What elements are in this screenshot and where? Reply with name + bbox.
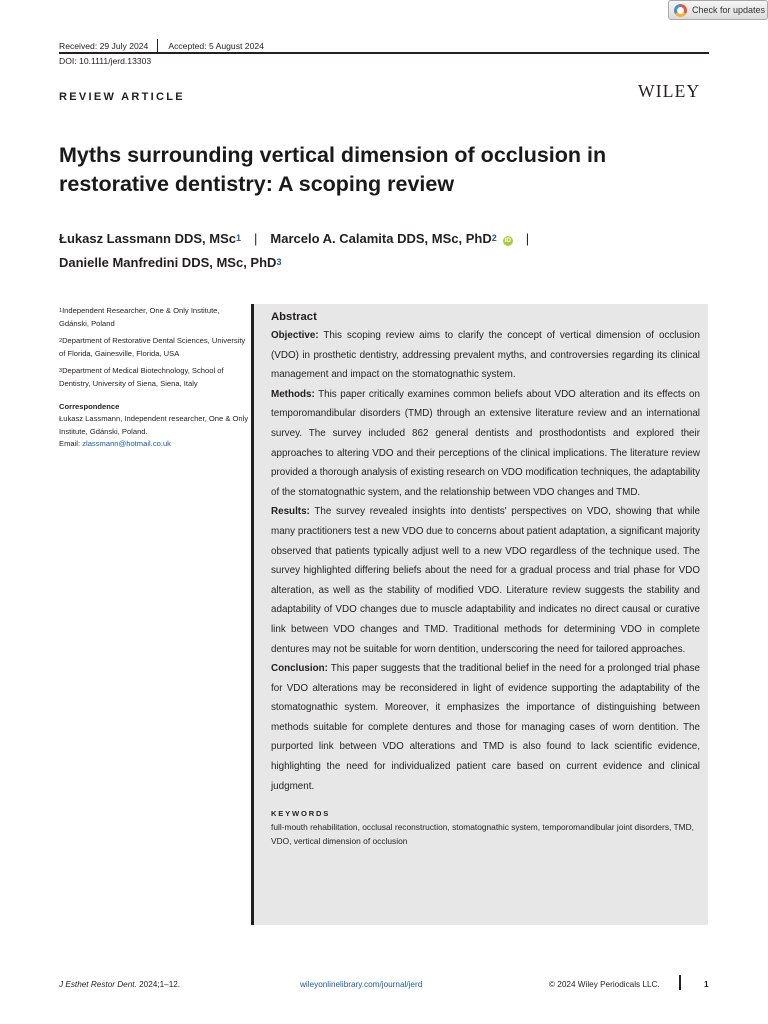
affiliation-item [59,335,249,360]
footer-separator [679,975,681,990]
abstract-box [254,304,708,925]
abstract-objective [271,326,700,385]
article-title: Myths surrounding vertical dimension of occlusion in restorative dentistry: A scoping review [59,143,607,196]
methods-label: Methods: [271,388,315,400]
affiliation-text: Department of Restorative Dental Sciences, University of Florida, Gainesville, Florida, USA [59,336,246,358]
abstract-methods [271,385,700,503]
author-list [59,227,709,275]
abstract-results [271,502,700,659]
author-affiliation-ref[interactable]: 3 [276,257,282,267]
affiliation-item [59,305,249,330]
author-separator: | [254,231,258,246]
footer-citation [59,980,180,989]
email-label: Email: [59,439,83,449]
objective-label: Objective: [271,330,319,341]
author-name[interactable]: Danielle Manfredini DDS, MSc, PhD [59,255,277,270]
conclusion-label: Conclusion: [271,663,328,675]
affiliation-number: 1 [59,308,63,314]
affiliation-number: 3 [59,368,63,375]
footer-journal-link[interactable]: wileyonlinelibrary.com/journal/jerd [300,980,423,989]
article-dates [59,39,264,53]
page-number: 1 [704,980,709,989]
author-separator: | [525,231,530,246]
affiliation-item [59,365,249,390]
objective-text: This scoping review aims to clarify the concept of vertical dimension of occlusion (VDO) in prosthetic dentistry, addressing prevalent myths, and controversies regarding its clinical management and impact on the stomatognathic system. [271,330,700,381]
correspondence-text: Łukasz Lassmann, Independent researcher, One & Only Institute, Gdánski, Poland. [59,414,249,436]
correspondence-heading: Correspondence [59,401,120,411]
accepted-date: Accepted: 5 August 2024 [168,41,264,51]
journal-name: J Esthet Restor Dent. [59,980,137,989]
author-affiliation-ref[interactable]: 2 [491,233,497,243]
orcid-icon[interactable]: iD [504,237,511,244]
abstract-heading: Abstract [271,311,317,323]
abstract-body [271,326,700,796]
results-text: The survey revealed insights into dentists' perspectives on VDO, showing that while many practitioners test a new VDO due to concerns about patient adaptation, a significant majority observed that patients typically adjust well to a new VDO regardless of the technique used. The survey highlighted differing beliefs about the need for a gradual process and trial phase for VDO alteration, as well as the stability of modified VDO. Literature review suggests the stability and adaptability of VDO changes due to muscle adaptability and indicates no direct causal or curative link between VDO changes and TMD. Traditional methods for determining VDO in complete dentures may not be suitable for worn dentition, underscoring the need for tailored approaches. [271,506,700,655]
affiliations [59,305,249,451]
footer-copyright: © 2024 Wiley Periodicals LLC. [549,980,660,989]
check-for-updates-label: Check for updates [692,5,766,15]
journal-issue: 2024;1–12. [136,980,181,989]
abstract-conclusion [271,659,700,796]
author-name[interactable]: Marcelo A. Calamita DDS, MSc, PhD [270,231,492,246]
affiliation-text: Independent Researcher, One & Only Institute, Gdánski, Poland [59,306,220,328]
article-type: REVIEW ARTICLE [59,91,185,103]
author-name[interactable]: Łukasz Lassmann DDS, MSc [59,231,236,246]
date-separator [157,39,158,53]
affiliation-text: Department of Medical Biotechnology, School of Dentistry, University of Siena, Siena, Italy [59,366,224,388]
correspondence-email-line [59,438,249,451]
affiliation-number: 2 [59,338,63,345]
crossmark-icon [674,4,687,17]
email-link[interactable]: zlassmann@hotmail.co.uk [82,439,171,449]
header-rule [59,52,709,54]
keywords-heading: KEYWORDS [271,809,331,819]
check-for-updates-button[interactable] [668,0,768,20]
conclusion-text: This paper suggests that the traditional belief in the need for a prolonged trial phase for VDO alterations may be reconsidered in light of evidence supporting the adaptability of the stomatognathic system. Moreover, it emphasizes the importance of distinguishing between methods suitable for complete dentures and those for managing cases of worn dentition. The purported link between VDO alterations and TMD is also found to lack scientific evidence, highlighting the need for individualized patient care based on current evidence and clinical judgment. [271,663,700,792]
doi: DOI: 10.1111/jerd.13303 [59,56,152,66]
received-date: Received: 29 July 2024 [59,41,149,51]
keywords-text: full-mouth rehabilitation, occlusal reconstruction, stomatognathic system, temporomandibular joint disorders, TMD, VDO, vertical dimension of occlusion [271,822,694,847]
author-affiliation-ref[interactable]: 1 [236,233,242,243]
results-label: Results: [271,506,310,518]
publisher-logo: WILEY [638,81,701,101]
methods-text: This paper critically examines common beliefs about VDO alteration and its effects on temporomandibular disorders (TMD) through an extensive literature review and an international survey. The survey included 862 general dentists and prosthodontists and explored their approaches to altering VDO and their perceptions of the clinical implications. The literature review provided a thorough analysis of existing research on VDO modification techniques, the adaptability of the stomatognathic system, and the relationship between VDO changes and TMD. [271,388,701,498]
